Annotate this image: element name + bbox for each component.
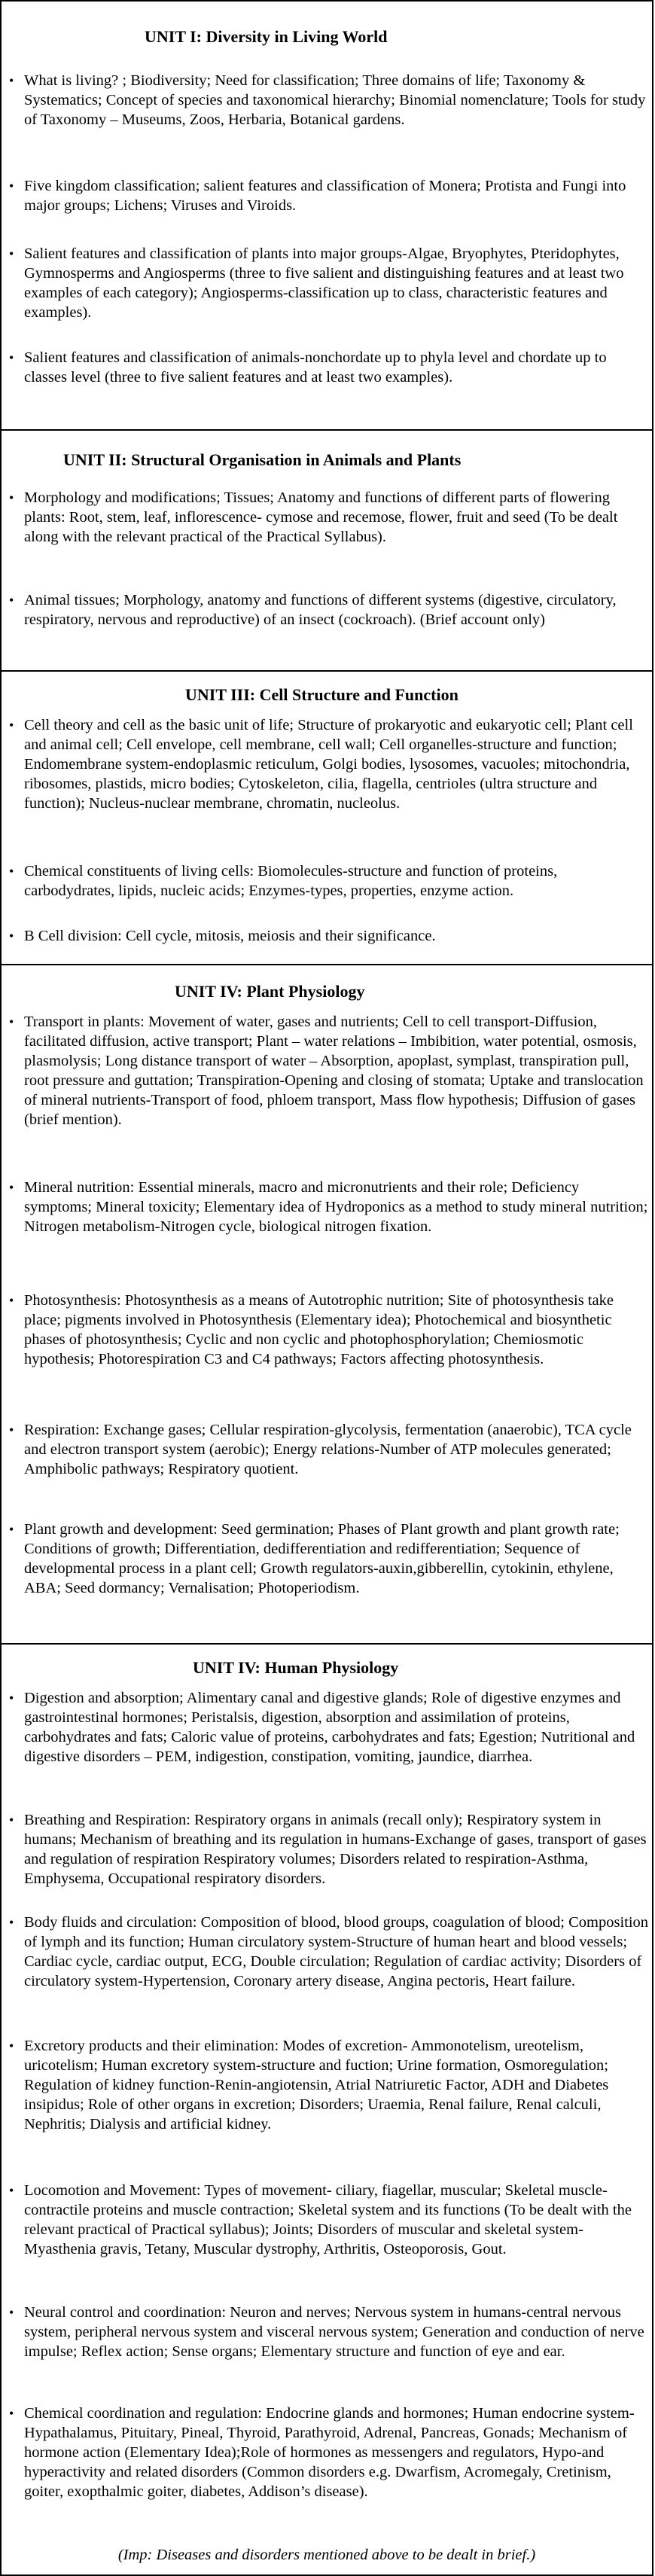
list-item: • Animal tissues; Morphology, anatomy and functions of different systems (digestive, circulatory, respiratory, nervous and reproductive) of an insect (cockroach). (Brief account only): [9, 592, 617, 628]
bullet-icon: •: [9, 1293, 14, 1308]
bullet-icon: •: [9, 1422, 14, 1437]
bullet-icon: •: [9, 490, 14, 505]
bullet-icon: •: [9, 73, 14, 88]
list-item: • Body fluids and circulation: Composition of blood, blood groups, coagulation of blood; Composition of lymph and its function; Human circulatory system-Structure of human heart and blood vessels; Cardiac cycle, cardiac output, ECG, Double circulation; Regulation of cardiac activity; Disorders of circulatory system-Hypertension, Coronary artery disease, Angina pectoris, Heart failure.: [9, 1914, 649, 1989]
bullet-icon: •: [9, 1180, 14, 1195]
unit-5-title: UNIT IV: Human Physiology: [193, 1658, 399, 1677]
list-item: • Salient features and classification of plants into major groups-Algae, Bryophytes, Pteridophytes, Gymnosperms and Angiosperms (three to five salient and distinguishing features and at least two examples of each category); Angiosperms-classification up to class, characteristic features and examples).: [9, 245, 624, 321]
bullet-icon: •: [9, 718, 14, 733]
list-item: • Five kingdom classification; salient features and classification of Monera; Protista and Fungi into major groups; Lichens; Viruses and Viroids.: [9, 178, 626, 214]
bullet-icon: •: [9, 2038, 14, 2053]
bullet-icon: •: [9, 2305, 14, 2320]
footnote: (Imp: Diseases and disorders mentioned above to be dealt in brief.): [117, 2547, 536, 2563]
unit-4-human-physiology-section: [0, 1643, 653, 2576]
bullet-icon: •: [9, 246, 14, 261]
unit-4-title: UNIT IV: Plant Physiology: [175, 982, 365, 1001]
list-item: • Cell theory and cell as the basic unit of life; Structure of prokaryotic and eukaryotic cell; Plant cell and animal cell; Cell envelope, cell membrane, cell wall; Cell organelles-structure and function; Endomembrane system-endoplasmic reticulum, Golgi bodies, lysosomes, vacuoles; mitochondria, ribosomes, plastids, micro bodies; Cytoskeleton, cilia, flagella, centrioles (ultra structure and function); Nucleus-nuclear membrane, chromatin, nucleolus.: [9, 717, 633, 812]
list-item: • Respiration: Exchange gases; Cellular respiration-glycolysis, fermentation (anaerobic), TCA cycle and electron transport system (aerobic); Energy relations-Number of ATP molecules generated; Amphibolic pathways; Respiratory quotient.: [9, 1422, 632, 1477]
bullet-icon: •: [9, 1014, 14, 1029]
list-item: • Chemical constituents of living cells: Biomolecules-structure and function of proteins, carbodydrates, lipids, nucleic acids; Enzymes-types, properties, enzyme action.: [9, 863, 558, 899]
unit-1-title: UNIT I: Diversity in Living World: [145, 27, 388, 46]
list-item: • Transport in plants: Movement of water, gases and nutrients; Cell to cell transport-Diffusion, facilitated diffusion, active transport; Plant – water relations – Imbibition, water potential, osmosis, plasmolysis; Long distance transport of water – Absorption, apoplast, symplast, transpiration pull, root pressure and guttation; Transpiration-Opening and closing of stomata; Uptake and translocation of mineral nutrients-Transport of food, phloem transport, Mass flow hypothesis; Diffusion of gases (brief mention).: [9, 1014, 644, 1128]
bullet-icon: •: [9, 1915, 14, 1930]
list-item: • Digestion and absorption; Alimentary canal and digestive glands; Role of digestive enzymes and gastrointestinal hormones; Peristalsis, digestion, absorption and assimilation of proteins, carbohydrates and fats; Caloric value of proteins, carbohydrates and fats; Egestion; Nutritional and digestive disorders – PEM, indigestion, constipation, vomiting, jaundice, diarrhea.: [9, 1690, 635, 1765]
list-item: • Morphology and modifications; Tissues; Anatomy and functions of different parts of flowering plants: Root, stem, leaf, inflorescence- cymose and recemose, flower, fruit and seed (To be dealt along with the relevant practical of the Practical Syllabus).: [9, 489, 618, 545]
unit-3-section: [0, 670, 653, 965]
list-item: • Breathing and Respiration: Respiratory organs in animals (recall only); Respiratory system in humans; Mechanism of breathing and its regulation in humans-Exchange of gases, transport of gases and regulation of respiration Respiratory volumes; Disorders related to respiration-Asthma, Emphysema, Occupational respiratory disorders.: [9, 1812, 647, 1887]
bullet-icon: •: [9, 178, 14, 194]
bullet-icon: •: [9, 350, 14, 365]
unit-1-section: [0, 0, 653, 431]
bullet-icon: •: [9, 2183, 14, 2198]
list-item: • Photosynthesis: Photosynthesis as a means of Autotrophic nutrition; Site of photosynthesis take place; pigments involved in Photosynthesis (Elementary idea); Photochemical and biosynthetic phases of photosynthesis; Cyclic and non cyclic and photophosphorylation; Chemiosmotic hypothesis; Photorespiration C3 and C4 pathways; Factors affecting photosynthesis.: [9, 1292, 614, 1367]
list-item: • B Cell division: Cell cycle, mitosis, meiosis and their significance.: [9, 928, 436, 944]
list-item: • Plant growth and development: Seed germination; Phases of Plant growth and plant growth rate; Conditions of growth; Differentiation, dedifferentiation and redifferentiation; Sequence of developmental process in a plant cell; Growth regulators-auxin,gibberellin, cytokinin, ethylene, ABA; Seed dormancy; Vernalisation; Photoperiodism.: [9, 1521, 620, 1596]
bullet-icon: •: [9, 2406, 14, 2421]
unit-2-title: UNIT II: Structural Organisation in Animals and Plants: [63, 450, 462, 469]
bullet-icon: •: [9, 928, 14, 944]
unit-4-plant-physiology-section: [0, 964, 653, 1645]
list-item: • Excretory products and their elimination: Modes of excretion- Ammonotelism, ureotelism, uricotelism; Human excretory system-structure and fuction; Urine formation, Osmoregulation; Regulation of kidney function-Renin-angiotensin, Atrial Natriuretic Factor, ADH and Diabetes insipidus; Role of other organs in excretion; Disorders; Uraemia, Renal failure, Renal calculi, Nephritis; Dialysis and artificial kidney.: [9, 2038, 609, 2132]
bullet-icon: •: [9, 1690, 14, 1706]
list-item: • Salient features and classification of animals-nonchordate up to phyla level and chordate up to classes level (three to five salient features and at least two examples).: [9, 349, 607, 386]
bullet-icon: •: [9, 864, 14, 879]
list-item: • Mineral nutrition: Essential minerals, macro and micronutrients and their role; Deficiency symptoms; Mineral toxicity; Elementary idea of Hydroponics as a method to study mineral nutrition; Nitrogen metabolism-Nitrogen cycle, biological nitrogen fixation.: [9, 1179, 648, 1235]
bullet-icon: •: [9, 1522, 14, 1537]
bullet-icon: •: [9, 1812, 14, 1828]
list-item: • Neural control and coordination: Neuron and nerves; Nervous system in humans-central nervous system, peripheral nervous system and visceral nervous system; Generation and conduction of nerve impulse; Reflex action; Sense organs; Elementary structure and function of eye and ear.: [9, 2304, 644, 2360]
unit-2-section: [0, 429, 653, 672]
bullet-icon: •: [9, 593, 14, 608]
list-item: • Locomotion and Movement: Types of movement- ciliary, fiagellar, muscular; Skeletal muscle- contractile proteins and muscle contraction; Skeletal system and its functions (To be dealt with the relevant practical of Practical syllabus); Joints; Disorders of muscular and skeletal system-Myasthenia gravis, Tetany, Muscular dystrophy, Arthritis, Osteoporosis, Gout.: [9, 2182, 632, 2257]
list-item: • Chemical coordination and regulation: Endocrine glands and hormones; Human endocrine system-Hypathalamus, Pituitary, Pineal, Thyroid, Parathyroid, Adrenal, Pancreas, Gonads; Mechanism of hormone action (Elementary Idea);Role of hormones as messengers and regulators, Hypo-and hyperactivity and related disorders (Common disorders e.g. Dwarfism, Acromegaly, Cretinism, goiter, exopthalmic goiter, diabetes, Addison’s disease).: [9, 2405, 635, 2500]
list-item: • What is living? ; Biodiversity; Need for classification; Three domains of life; Taxonomy & Systematics; Concept of species and taxonomical hierarchy; Binomial nomenclature; Tools for study of Taxonomy – Museums, Zoos, Herbaria, Botanical gardens.: [9, 72, 646, 128]
unit-3-title: UNIT III: Cell Structure and Function: [185, 685, 458, 704]
